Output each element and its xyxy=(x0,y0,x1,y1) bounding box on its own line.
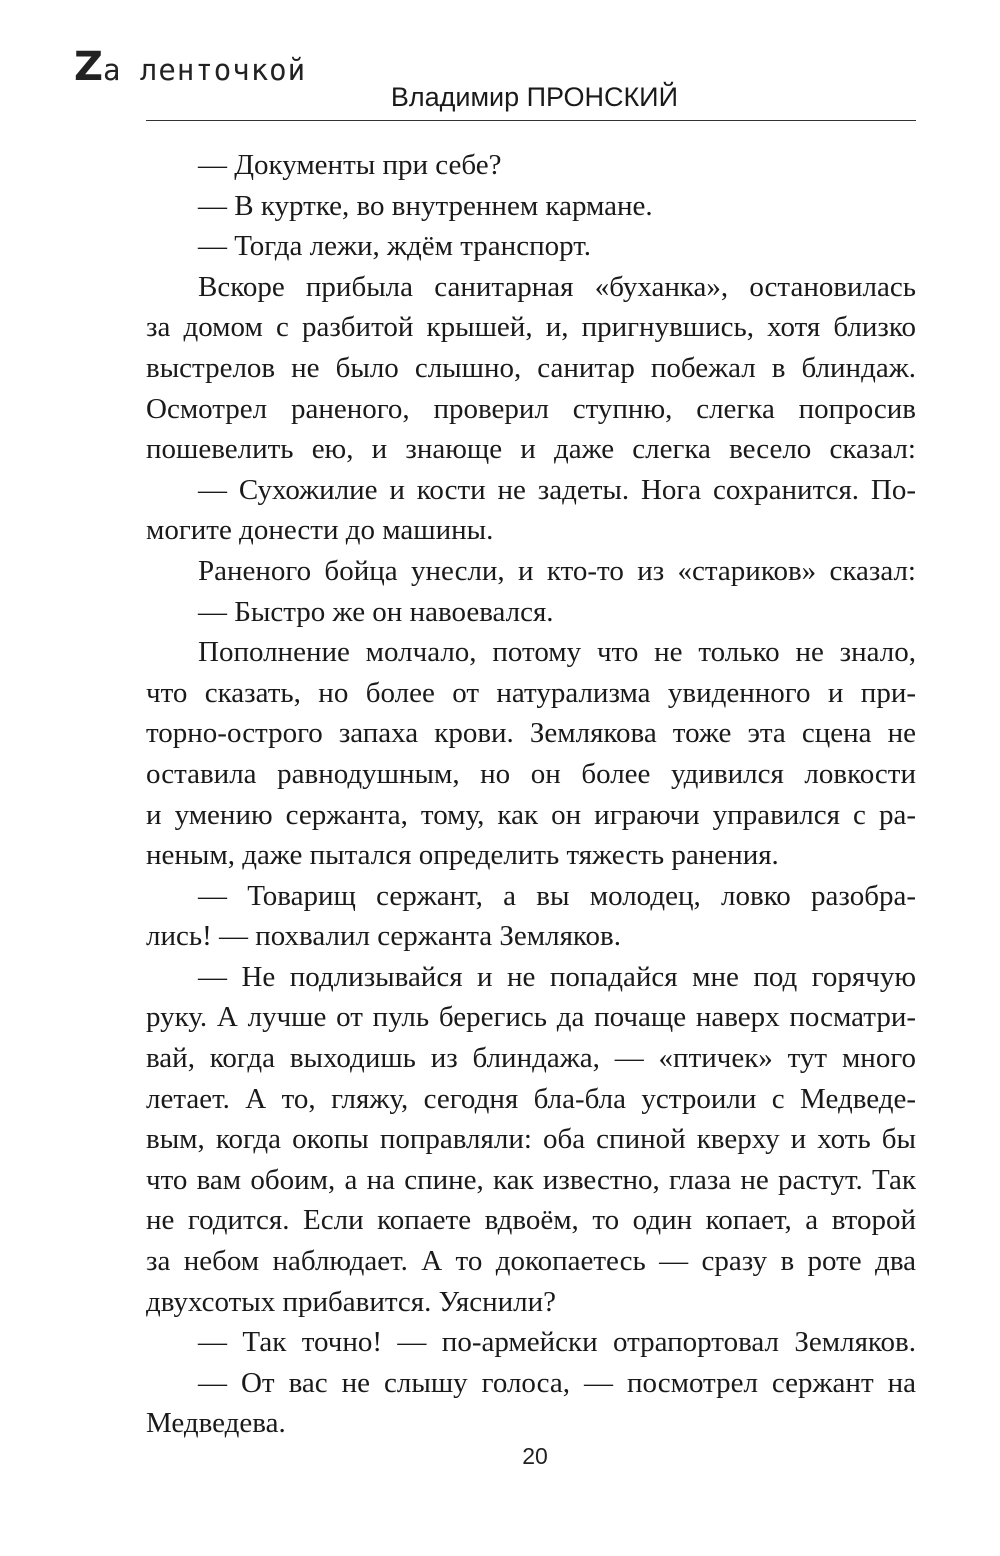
text-line: за небом наблюдает. А то докопаетесь — сразу в роте два xyxy=(146,1245,916,1278)
text-line: выстрелов не было слышно, санитар побежал в блиндаж. xyxy=(146,351,916,384)
text-line: неным, даже пытался определить тяжесть ранения. xyxy=(146,839,779,872)
text-line: — Документы при себе? xyxy=(198,149,502,181)
text-line: — Не подлизывайся и не попадайся мне под горячую xyxy=(198,960,916,993)
body-text xyxy=(146,145,916,1444)
text-line: — Так точно! — по-армейски отрапортовал Земляков. xyxy=(198,1326,916,1359)
text-line: Вскоре прибыла санитарная «буханка», остановилась xyxy=(198,270,916,303)
text-line: торно-острого запаха крови. Землякова тоже эта сцена не xyxy=(146,717,916,750)
text-line: Пополнение молчало, потому что не только не знало, xyxy=(198,636,916,669)
text-line: — Товарищ сержант, а вы молодец, ловко разобра- xyxy=(198,879,916,912)
text-line: что сказать, но более от натурализма увиденного и при- xyxy=(146,676,916,709)
text-line: летает. А то, гляжу, сегодня бла-бла устроили с Медведе- xyxy=(146,1082,916,1115)
text-line: могите донести до машины. xyxy=(146,514,494,547)
text-line: вай, когда выходишь из блиндажа, — «птичек» тут много xyxy=(146,1042,916,1075)
text-line: — Быстро же он навоевался. xyxy=(198,595,554,628)
text-line: не годится. Если копаете вдвоём, то один копает, а второй xyxy=(146,1204,916,1237)
text-line: Осмотрел раненого, проверил ступню, слегка попросив xyxy=(146,392,916,425)
text-line: Раненого бойца унесли, и кто-то из «стариков» сказал: xyxy=(198,554,916,587)
text-line: вым, когда окопы поправляли: оба спиной кверху и хоть бы xyxy=(146,1123,916,1156)
text-line: лись! — похвалил сержанта Земляков. xyxy=(146,920,621,953)
text-line: — Тогда лежи, ждём транспорт. xyxy=(198,230,591,263)
series-title xyxy=(74,44,306,90)
text-line: и умению сержанта, тому, как он играючи управился с ра- xyxy=(146,798,916,831)
text-line: пошевелить ею, и знающе и даже слегка весело сказал: xyxy=(146,433,916,466)
text-line: Медведева. xyxy=(146,1407,286,1440)
series-title-z: Z xyxy=(74,44,104,90)
text-line: руку. А лучше от пуль берегись да почаще наверх посматри- xyxy=(146,1001,916,1034)
text-line: двухсотых прибавится. Уяснили? xyxy=(146,1285,557,1318)
header-rule xyxy=(146,120,916,121)
author-name: Владимир ПРОНСКИЙ xyxy=(390,82,678,112)
text-line: — От вас не слышу голоса, — посмотрел сержант на xyxy=(198,1366,916,1399)
text-line: — Сухожилие и кости не задеты. Нога сохранится. По- xyxy=(198,473,916,506)
text-line: — В куртке, во внутреннем кармане. xyxy=(198,189,653,222)
text-line: за домом с разбитой крышей, и, пригнувшись, хотя близко xyxy=(146,311,916,344)
text-line: что вам обоим, а на спине, как известно, глаза не растут. Так xyxy=(146,1163,916,1196)
text-line: оставила равнодушным, но он более удивился ловкости xyxy=(146,757,916,790)
page-number: 20 xyxy=(522,1443,548,1469)
series-title-rest: а ленточкой xyxy=(103,53,307,87)
